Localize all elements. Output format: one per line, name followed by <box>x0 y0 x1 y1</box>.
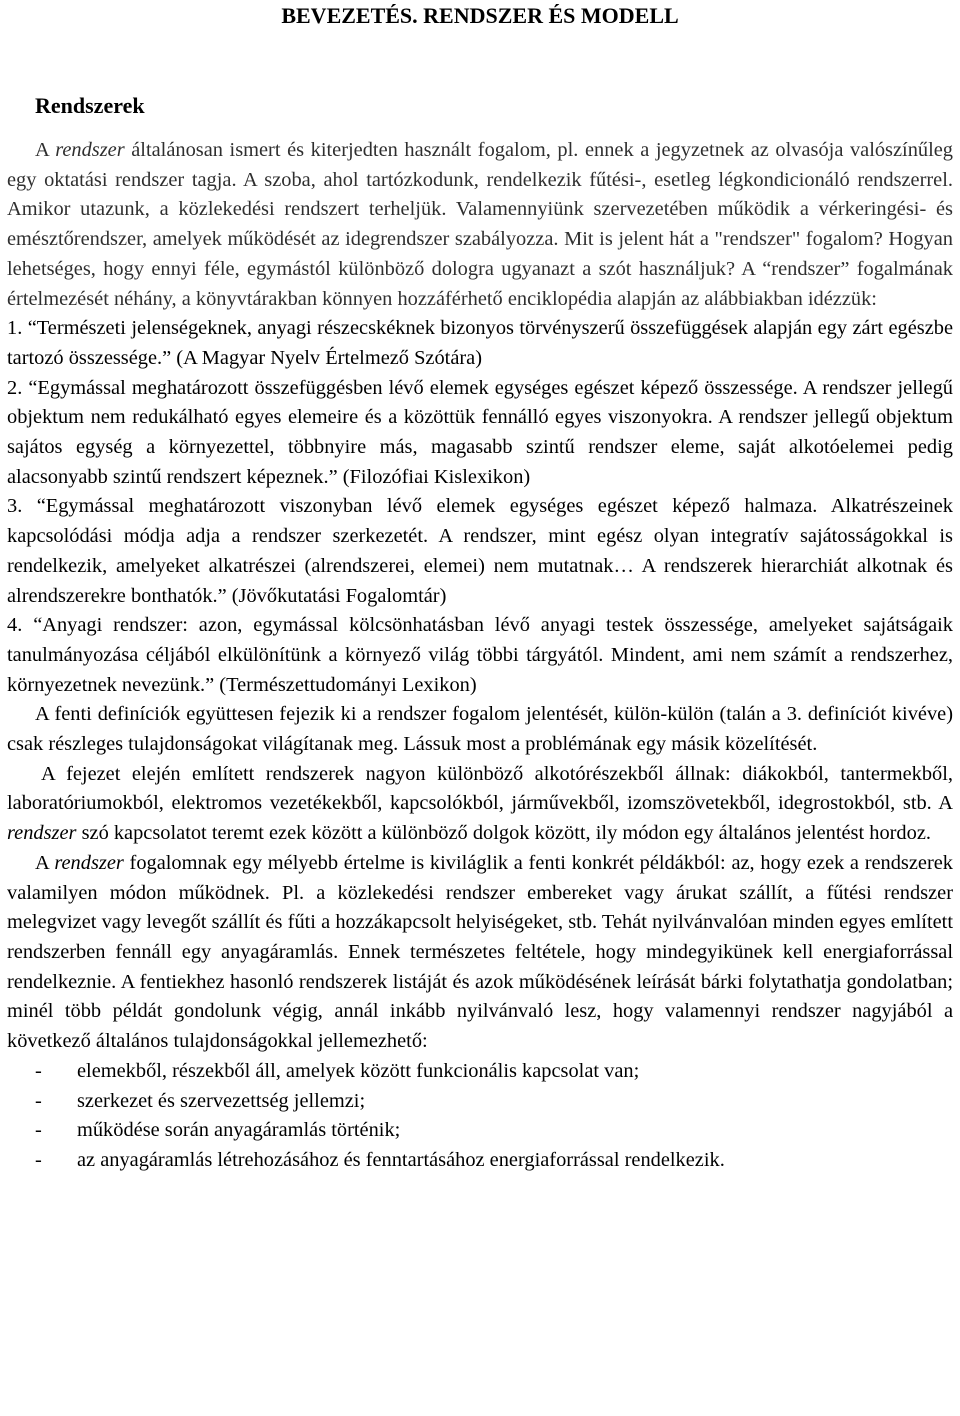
document-page <box>7 0 953 1176</box>
section-heading: Rendszerek <box>35 93 145 118</box>
text-run: fogalomnak egy mélyebb értelme is kiviláglik a fenti konkrét példákból: az, hogy ezek a rendszerek valamilyen módon működnek. Pl. a közlekedési rendszer embereket vagy árukat szállít, a fűtési rendszer melegvizet vagy levegőt szállít és fűti a hozzákapcsolt helyiségeket, stb. Tehát nyilvánvalóan minden egyes említett rendszerben fennáll egy anyagáramlás. Ennek természetes feltétele, hogy mindegyikünek kell energiaforrással rendelkeznie. A fentiekhez hasonló rendszerek listáját és azok működésének leírását bárki folytathatja gondolatban; minél több példát gondolunk végig, annál inkább nyilvánvaló lesz, hogy valamennyi rendszer nagyjából a következő általános tulajdonságokkal jellemezhető: <box>7 851 954 1053</box>
properties-list <box>7 1057 953 1176</box>
paragraph-intro <box>7 136 953 314</box>
italic-term: rendszer <box>7 822 77 845</box>
list-item: - szerkezet és szervezettség jellemzi; <box>7 1087 953 1117</box>
paragraph-components <box>7 760 953 849</box>
list-item: - az anyagáramlás létrehozásához és fenntartásához energiaforrással rendelkezik. <box>7 1146 953 1176</box>
text-run: szó kapcsolatot teremt ezek között a különböző dolgok között, ily módon egy általános jelentést hordoz. <box>76 822 931 845</box>
text-run: A <box>35 851 55 874</box>
text-run: A <box>35 139 56 161</box>
italic-term: rendszer <box>54 851 124 874</box>
text-run: általánosan ismert és kiterjedten használt fogalom, pl. ennek a jegyzetnek az olvasója valószínűleg egy oktatási rendszer tagja. A szoba, ahol tartózkodunk, rendelkezik fűtési-, esetleg légkondicionáló rendszerrel. Amikor utazunk, a közlekedési rendszert terheljük. Valamennyiünk szervezetében működik a vérkeringési- és emésztőrendszer, amelyek működését az idegrendszer szabályozza. Mit is jelent hát a "rendszer" fogalom? Hogyan lehetséges, hogy ennyi féle, egymástól különböző dologra ugyanazt a szót használjuk? A “rendszer” fogalmának értelmezését néhány, a könyvtárakban könnyen hozzáférhető enciklopédia alapján az alábbiakban idézzük: <box>7 139 954 310</box>
paragraph-function <box>7 849 953 1057</box>
list-item: - elemekből, részekből áll, amelyek között funkcionális kapcsolat van; <box>7 1057 953 1087</box>
italic-term: rendszer <box>55 139 125 161</box>
paragraph-summary: A fenti definíciók együttesen fejezik ki a rendszer fogalom jelentését, külön-külön (talán a 3. definíciót kivéve) csak részleges tulajdonságokat világítanak meg. Lássuk most a problémának egy másik közelítését. <box>7 703 953 756</box>
document-body <box>7 136 953 1176</box>
list-item: - működése során anyagáramlás történik; <box>7 1116 953 1146</box>
definition-3: 3. “Egymással meghatározott viszonyban lévő elemek egységes egészet képező halmaza. Alkatrészeinek kapcsolódási módja adja a rendszer szerkezetét. A rendszer, mint egész olyan integratív sajátosságokkal is rendelkezik, amelyeket alkatrészei (alrendszerei, elemei) nem mutatnak… A rendszerek hierarchiát alkotnak és alrendszerekre bonthatók.” (Jövőkutatási Fogalomtár) <box>7 495 953 607</box>
page-title: BEVEZETÉS. RENDSZER ÉS MODELL <box>281 3 679 28</box>
text-run: A fejezet elején említett rendszerek nagyon különböző alkotórészekből állnak: diákokból, tantermekből, laboratóriumokból, elektromos vezetékekből, kapcsolókból, járművekből, izomszövetekből, idegrostokból, stb. A <box>7 762 953 815</box>
definition-1: 1. “Természeti jelenségeknek, anyagi részecskéknek bizonyos törvényszerű összefüggések alapján egy zárt egészbe tartozó összessége.” (A Magyar Nyelv Értelmező Szótára) <box>7 317 953 369</box>
definition-2: 2. “Egymással meghatározott összefüggésben lévő elemek egységes egészet képező összessége. A rendszer jellegű objektum nem redukálható egyes elemeire és a közöttük fennálló egyes viszonyokra. A rendszer jellegű objektum sajátos egység a környezettel, többnyire más, magasabb szintű rendszer eleme, saját alkotóelemei pedig alacsonyabb szintű rendszert képeznek.” (Filozófiai Kislexikon) <box>7 376 953 488</box>
definition-4: 4. “Anyagi rendszer: azon, egymással kölcsönhatásban lévő anyagi testek összessége, amelyeket sajátságaik tanulmányozása céljából elkülönítünk a környező világ többi tárgyától. Mindent, ami nem számít a rendszerhez, környezetnek nevezünk.” (Természettudományi Lexikon) <box>7 614 953 696</box>
